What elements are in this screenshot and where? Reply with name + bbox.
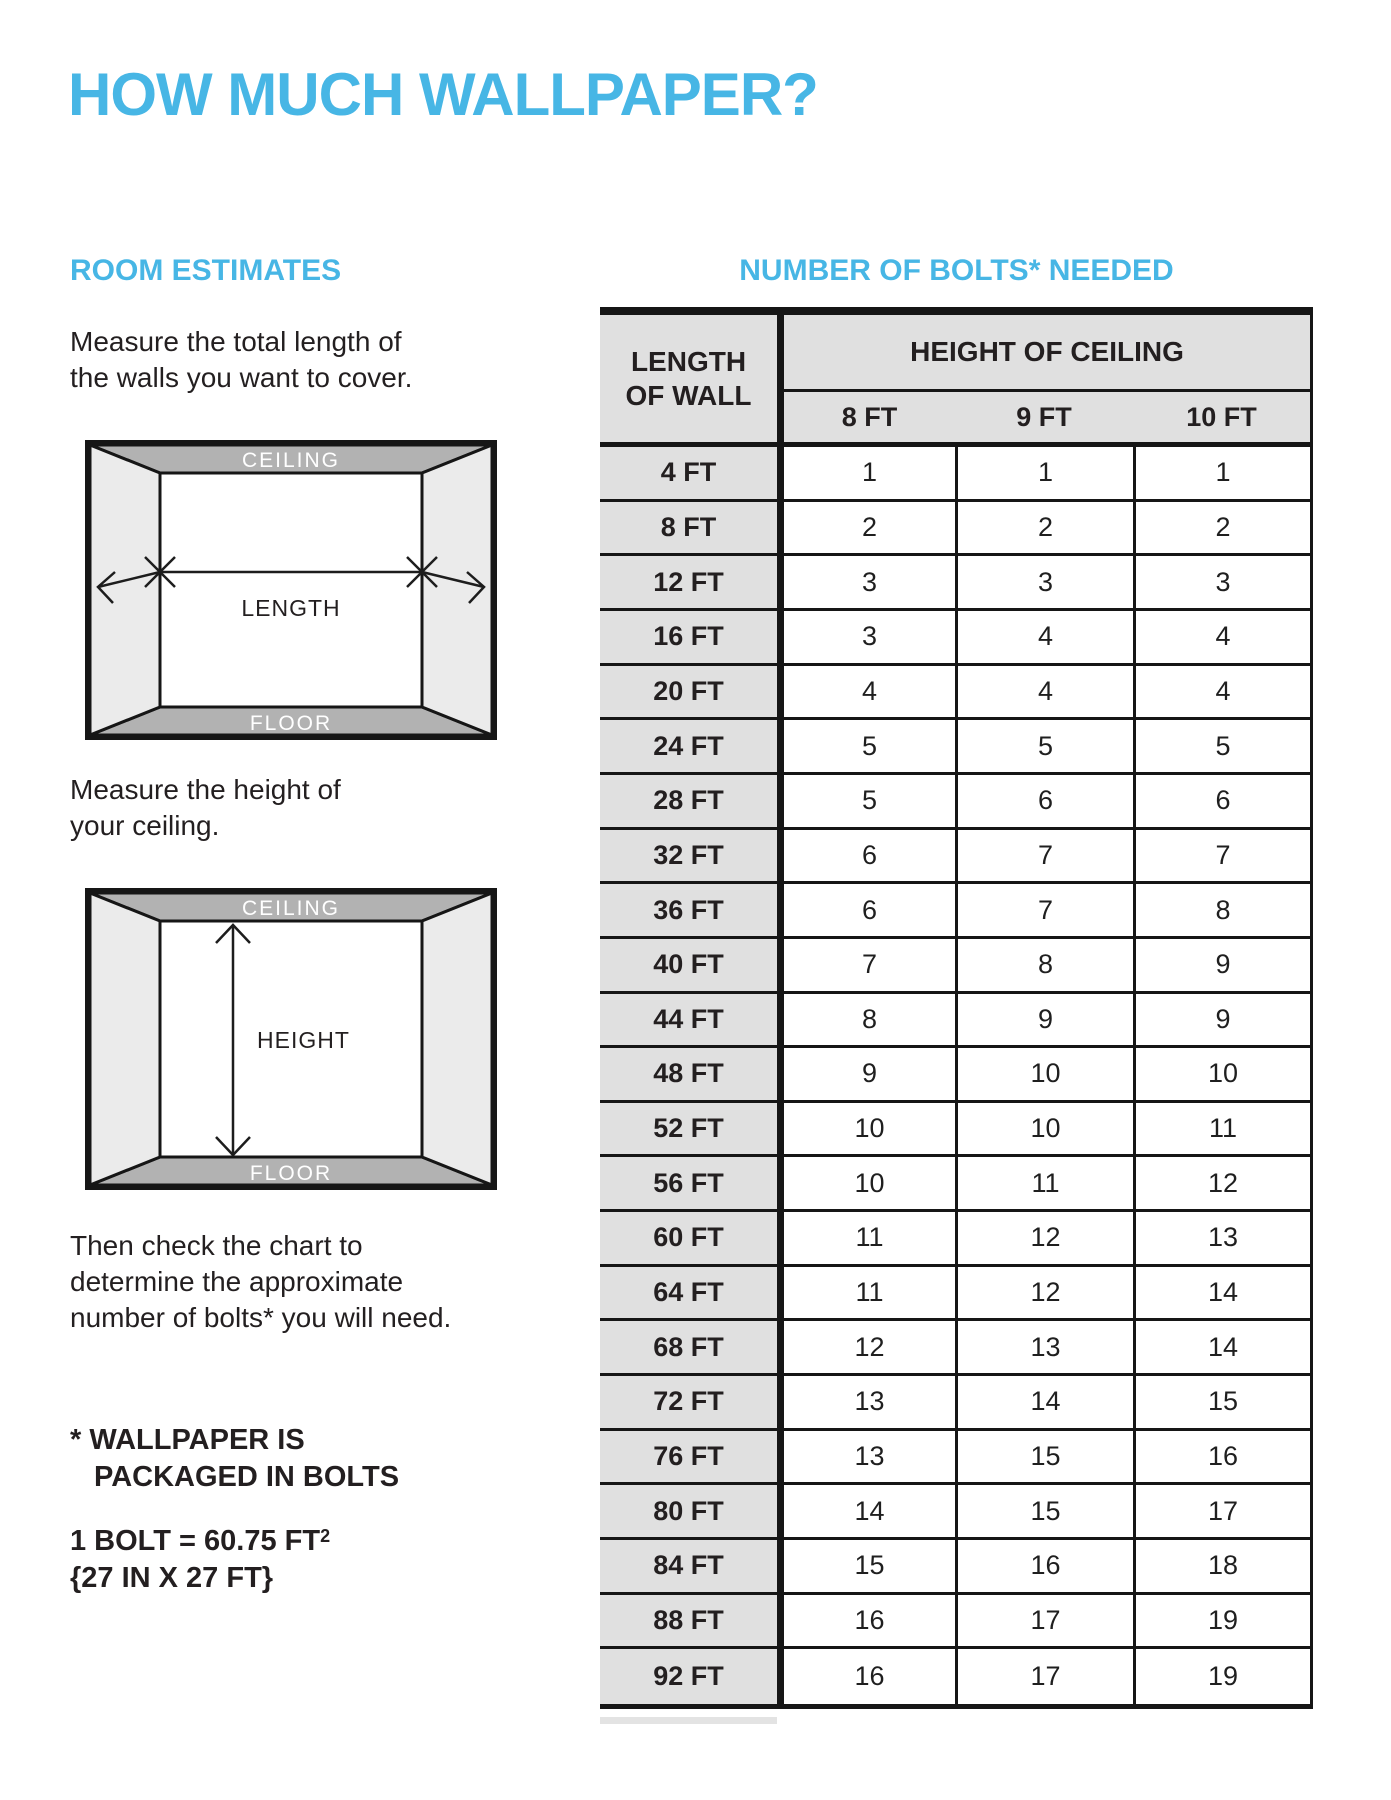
table-row (600, 502, 1310, 557)
floor-label: FLOOR (249, 712, 333, 735)
bolt-count-cell: 10 (955, 1103, 1133, 1155)
measure-length-line1: Measure the total length of (70, 326, 402, 357)
row-length-label: 12 FT (600, 556, 777, 608)
bolts-footnote-line1: * WALLPAPER IS (70, 1424, 305, 1456)
bolt-equation-line1 (70, 1518, 330, 1560)
row-length-label: 64 FT (600, 1267, 777, 1319)
bolt-count-cell: 10 (955, 1048, 1133, 1100)
right-wall-panel (422, 893, 492, 1185)
row-length-label: 60 FT (600, 1212, 777, 1264)
ceiling-label: CEILING (241, 449, 341, 472)
ceiling-label: CEILING (241, 897, 341, 920)
bolt-count-cell: 6 (1133, 775, 1310, 827)
bolt-count-cell: 16 (777, 1595, 955, 1647)
bolt-equation (70, 1518, 330, 1597)
bolt-count-cell: 9 (1133, 939, 1310, 991)
table-row (600, 1267, 1310, 1322)
bolt-count-cell: 7 (1133, 830, 1310, 882)
row-length-label: 16 FT (600, 611, 777, 663)
bolt-count-cell: 9 (777, 1048, 955, 1100)
bolt-count-cell: 15 (955, 1485, 1133, 1537)
check-chart-text (70, 1228, 451, 1336)
table-row (600, 720, 1310, 775)
bolt-count-cell: 8 (955, 939, 1133, 991)
measure-length-text (70, 324, 412, 396)
room-height-diagram (85, 888, 497, 1190)
bolt-count-cell: 9 (1133, 994, 1310, 1046)
measure-height-text (70, 772, 341, 844)
row-length-label: 68 FT (600, 1321, 777, 1373)
table-row (600, 1595, 1310, 1650)
measure-height-line1: Measure the height of (70, 774, 341, 805)
row-length-label: 44 FT (600, 994, 777, 1046)
table-row (600, 1376, 1310, 1431)
bolt-count-cell: 14 (1133, 1267, 1310, 1319)
table-header (600, 315, 1310, 447)
bolt-count-cell: 6 (955, 775, 1133, 827)
room-estimates-heading: ROOM ESTIMATES (70, 254, 342, 287)
floor-label: FLOOR (249, 1162, 333, 1185)
table-row (600, 1157, 1310, 1212)
bolt-count-cell: 1 (955, 447, 1133, 499)
bolt-count-cell: 19 (1133, 1595, 1310, 1647)
row-length-label: 88 FT (600, 1595, 777, 1647)
bolt-count-cell: 5 (955, 720, 1133, 772)
bolt-count-cell: 1 (777, 447, 955, 499)
bolt-count-cell: 13 (777, 1376, 955, 1428)
table-row (600, 775, 1310, 830)
row-length-label: 28 FT (600, 775, 777, 827)
table-row (600, 994, 1310, 1049)
table-row (600, 666, 1310, 721)
table-row (600, 939, 1310, 994)
length-of-wall-header (600, 315, 777, 442)
row-length-label: 8 FT (600, 502, 777, 554)
row-length-label: 84 FT (600, 1540, 777, 1592)
left-wall-panel (90, 893, 160, 1185)
bolt-count-cell: 18 (1133, 1540, 1310, 1592)
bolt-count-cell: 11 (777, 1267, 955, 1319)
height-of-ceiling-header: HEIGHT OF CEILING (777, 315, 1310, 392)
length-label: LENGTH (241, 595, 341, 621)
check-chart-line1: Then check the chart to (70, 1230, 363, 1261)
measure-length-line2: the walls you want to cover. (70, 362, 413, 393)
table-row (600, 884, 1310, 939)
bolt-count-cell: 12 (955, 1267, 1133, 1319)
bolt-count-cell: 12 (777, 1321, 955, 1373)
bolt-count-cell: 3 (955, 556, 1133, 608)
bolt-count-cell: 3 (777, 556, 955, 608)
bolt-count-cell: 8 (777, 994, 955, 1046)
bolt-count-cell: 2 (777, 502, 955, 554)
bolt-count-cell: 5 (777, 775, 955, 827)
table-row (600, 1212, 1310, 1267)
bolt-count-cell: 1 (1133, 447, 1310, 499)
measure-height-line2: your ceiling. (70, 810, 220, 841)
bolts-footnote-line2: PACKAGED IN BOLTS (94, 1461, 400, 1493)
table-row (600, 611, 1310, 666)
bolt-count-cell: 15 (955, 1431, 1133, 1483)
page-title: HOW MUCH WALLPAPER? (68, 61, 818, 128)
row-length-label: 80 FT (600, 1485, 777, 1537)
row-length-label: 20 FT (600, 666, 777, 718)
row-length-label: 52 FT (600, 1103, 777, 1155)
table-row (600, 556, 1310, 611)
bolt-count-cell: 13 (777, 1431, 955, 1483)
bolt-count-cell: 17 (1133, 1485, 1310, 1537)
bolt-count-cell: 6 (777, 830, 955, 882)
bolts-needed-heading: NUMBER OF BOLTS* NEEDED (739, 254, 1174, 287)
bolt-count-cell: 4 (955, 611, 1133, 663)
bolt-count-cell: 16 (955, 1540, 1133, 1592)
column-header-9ft: 9 FT (955, 392, 1133, 442)
bolt-count-cell: 15 (777, 1540, 955, 1592)
bolt-count-cell: 12 (1133, 1157, 1310, 1209)
bolt-count-cell: 17 (955, 1649, 1133, 1704)
table-rows (600, 447, 1310, 1709)
bolt-count-cell: 7 (955, 884, 1133, 936)
bolt-count-cell: 11 (777, 1212, 955, 1264)
bolt-count-cell: 14 (1133, 1321, 1310, 1373)
table-row (600, 1431, 1310, 1486)
bolt-count-cell: 14 (955, 1376, 1133, 1428)
bolt-count-cell: 10 (777, 1157, 955, 1209)
bolt-count-cell: 7 (777, 939, 955, 991)
row-length-label: 24 FT (600, 720, 777, 772)
bolt-count-cell: 2 (955, 502, 1133, 554)
bolt-count-cell: 5 (1133, 720, 1310, 772)
bolt-count-cell: 13 (1133, 1212, 1310, 1264)
bolt-equation-line2: {27 IN X 27 FT} (70, 1562, 274, 1594)
back-wall-panel (160, 473, 422, 707)
row-length-label: 40 FT (600, 939, 777, 991)
bolt-count-cell: 10 (777, 1103, 955, 1155)
column-header-10ft: 10 FT (1133, 392, 1310, 442)
row-length-label: 36 FT (600, 884, 777, 936)
table-row (600, 1103, 1310, 1158)
bolt-count-cell: 4 (777, 666, 955, 718)
bolt-count-cell: 19 (1133, 1649, 1310, 1704)
bolt-count-cell: 10 (1133, 1048, 1310, 1100)
column-header-8ft: 8 FT (777, 392, 955, 442)
bolt-count-cell: 17 (955, 1595, 1133, 1647)
bolt-count-cell: 16 (1133, 1431, 1310, 1483)
bolt-count-cell: 15 (1133, 1376, 1310, 1428)
table-row (600, 1649, 1310, 1704)
check-chart-line2: determine the approximate (70, 1266, 404, 1297)
bolts-footnote (70, 1422, 399, 1496)
check-chart-line3: number of bolts* you will need. (70, 1302, 452, 1333)
bolt-count-cell: 14 (777, 1485, 955, 1537)
row-length-label: 92 FT (600, 1649, 777, 1704)
bolt-count-cell: 7 (955, 830, 1133, 882)
length-of-wall-line1: LENGTH (630, 345, 747, 377)
bolt-count-cell: 6 (777, 884, 955, 936)
bolt-count-cell: 11 (955, 1157, 1133, 1209)
bolt-count-cell: 4 (1133, 611, 1310, 663)
table-row (600, 1485, 1310, 1540)
row-length-label: 48 FT (600, 1048, 777, 1100)
bolt-count-cell: 5 (777, 720, 955, 772)
bolt-count-cell: 2 (1133, 502, 1310, 554)
bolts-table (600, 307, 1313, 1709)
bolt-count-cell: 11 (1133, 1103, 1310, 1155)
table-row (600, 830, 1310, 885)
bolt-count-cell: 16 (777, 1649, 955, 1704)
row-length-label: 72 FT (600, 1376, 777, 1428)
bolt-count-cell: 13 (955, 1321, 1133, 1373)
length-of-wall-line2: OF WALL (625, 379, 752, 411)
row-length-label: 32 FT (600, 830, 777, 882)
bolt-equation-sup: 2 (320, 1526, 331, 1546)
bolt-count-cell: 3 (777, 611, 955, 663)
room-length-diagram (85, 440, 497, 740)
table-row (600, 1321, 1310, 1376)
bolt-equation-prefix: 1 BOLT = 60.75 FT (70, 1525, 321, 1557)
row-length-label: 4 FT (600, 447, 777, 499)
bolt-count-cell: 9 (955, 994, 1133, 1046)
table-row (600, 1048, 1310, 1103)
bolt-count-cell: 4 (955, 666, 1133, 718)
bolt-count-cell: 3 (1133, 556, 1310, 608)
row-length-label: 76 FT (600, 1431, 777, 1483)
table-bottom-stub (600, 1717, 777, 1724)
bolt-count-cell: 8 (1133, 884, 1310, 936)
row-length-label: 56 FT (600, 1157, 777, 1209)
bolt-count-cell: 4 (1133, 666, 1310, 718)
table-row (600, 447, 1310, 502)
height-label: HEIGHT (257, 1027, 350, 1053)
bolt-count-cell: 12 (955, 1212, 1133, 1264)
table-row (600, 1540, 1310, 1595)
